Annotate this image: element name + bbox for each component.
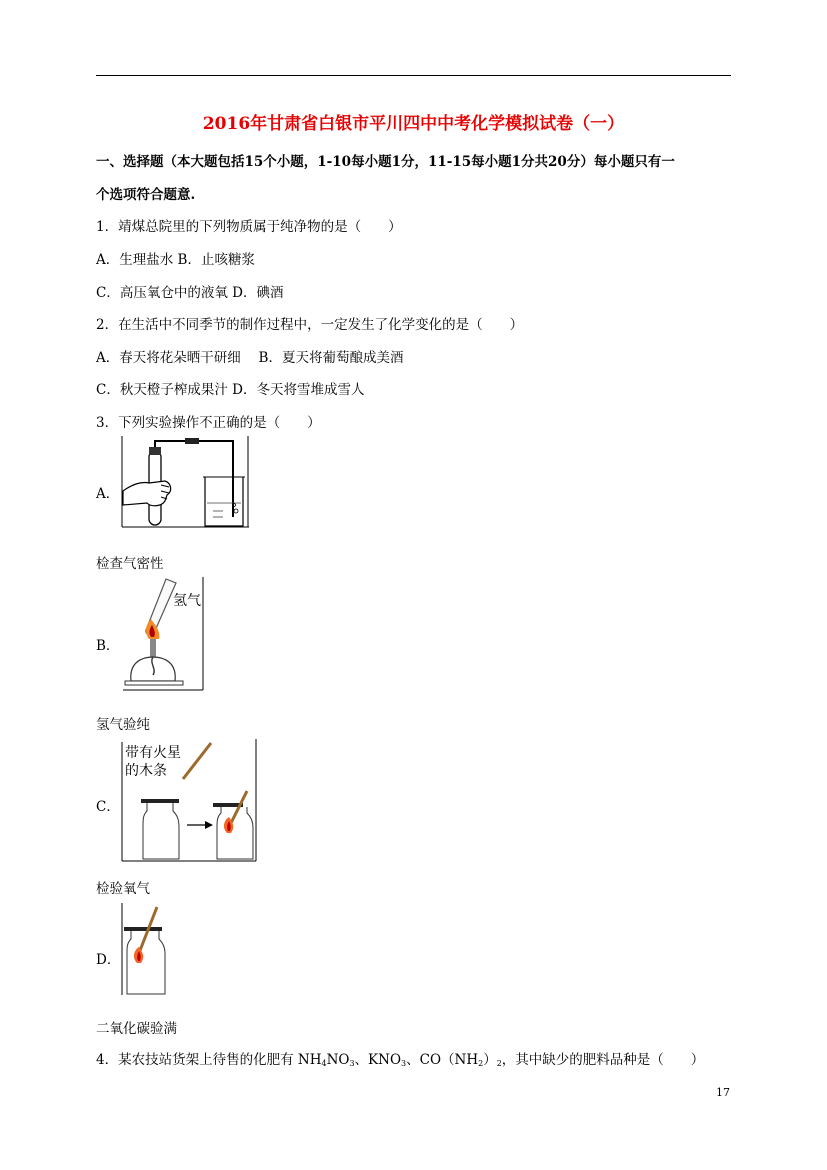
q3-option-d-caption: 二氧化碳验满 — [96, 1021, 177, 1037]
q4-subscript-4: 2 — [478, 1059, 484, 1068]
glowing-splint-label-line2: 的木条 — [125, 762, 167, 778]
q4-text-mid4: ） — [483, 1052, 497, 1068]
q4-subscript-2: 3 — [349, 1059, 355, 1068]
q1-options-ab: A．生理盐水 B．止咳糖浆 — [96, 252, 255, 268]
q2-stem: 2．在生活中不同季节的制作过程中，一定发生了化学变化的是（ ） — [96, 317, 524, 333]
co2-full-test-figure — [121, 901, 169, 996]
q4-text-mid1: NO — [326, 1052, 350, 1068]
q4-subscript-1: 4 — [321, 1059, 327, 1068]
section-heading-line1: 一、选择题（本大题包括15个小题，1-10每小题1分，11-15每小题1分共20分）每小题只有一 — [96, 154, 675, 170]
hydrogen-purity-test-figure — [121, 575, 207, 692]
q4-subscript-3: 3 — [401, 1059, 407, 1068]
hydrogen-label: 氢气 — [173, 592, 201, 608]
q3-option-b-caption: 氢气验纯 — [96, 717, 150, 733]
q3-option-c-letter: C． — [96, 799, 120, 815]
q4-text-prefix: 4．某农技站货架上待售的化肥有 NH — [96, 1052, 322, 1068]
q3-option-a-caption: 检查气密性 — [96, 556, 164, 572]
page-number: 17 — [716, 1086, 730, 1099]
q4-stem — [96, 1048, 704, 1068]
q2-options-ab: A．春天将花朵晒干研细 B．夏天将葡萄酿成美酒 — [96, 350, 404, 366]
exam-title: 2016年甘肃省白银市平川四中中考化学模拟试卷（一） — [202, 114, 625, 134]
q3-stem: 3．下列实验操作不正确的是（ ） — [96, 415, 321, 431]
header-rule — [96, 75, 731, 76]
q4-subscript-5: 2 — [496, 1059, 502, 1068]
oxygen-test-figure — [121, 737, 258, 862]
q4-text-mid3: 、CO（NH — [406, 1052, 479, 1068]
q4-text-mid2: 、KNO — [354, 1052, 402, 1068]
q3-option-c-caption: 检验氧气 — [96, 881, 150, 897]
q1-options-cd: C．高压氧仓中的液氧 D．碘酒 — [96, 285, 284, 301]
airtightness-check-figure — [121, 433, 251, 529]
q1-stem: 1．靖煤总院里的下列物质属于纯净物的是（ ） — [96, 219, 402, 235]
section-heading-line2: 个选项符合题意. — [96, 187, 196, 203]
glowing-splint-label-line1: 带有火星 — [125, 744, 181, 760]
q3-option-a-letter: A． — [96, 486, 120, 502]
q3-option-d-letter: D． — [96, 952, 121, 968]
q4-text-suffix: ，其中缺少的肥料品种是（ ） — [501, 1052, 705, 1068]
q2-options-cd: C．秋天橙子榨成果汁 D．冬天将雪堆成雪人 — [96, 382, 365, 398]
q3-option-b-letter: B． — [96, 638, 120, 654]
